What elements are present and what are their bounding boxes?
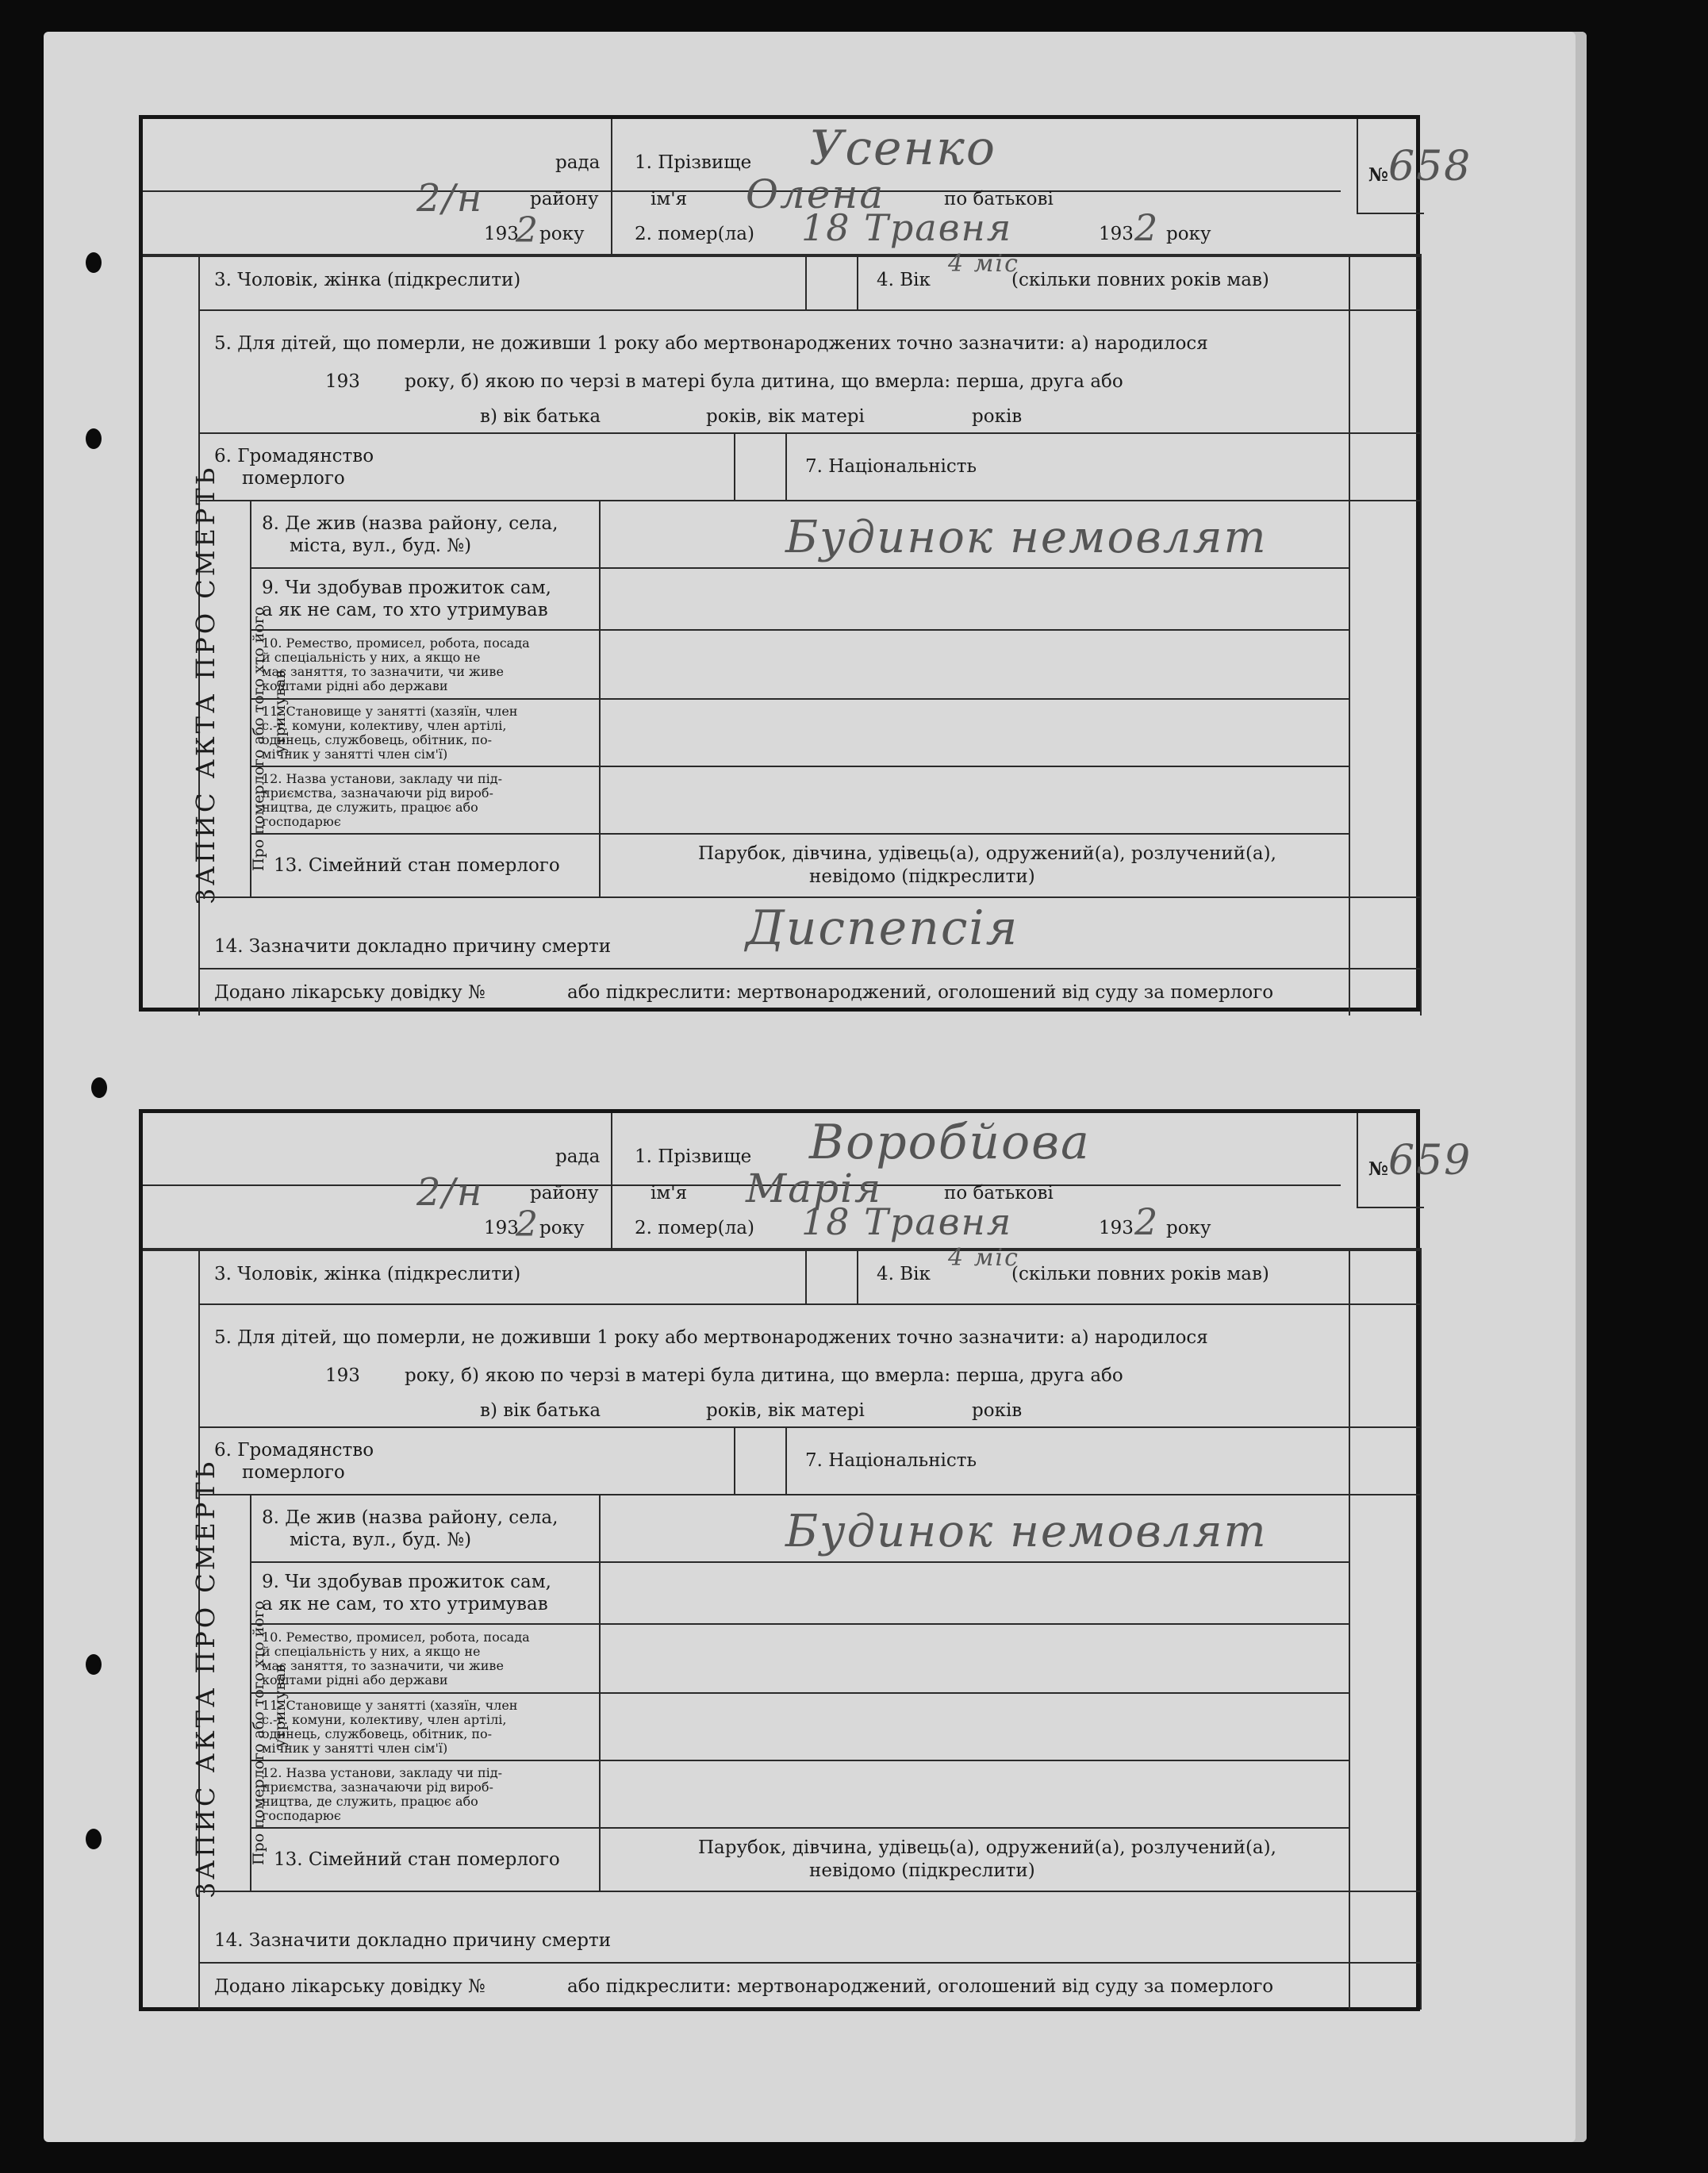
row-12-label: [262, 1766, 502, 1823]
row-7-label: 7. Національність: [805, 456, 977, 477]
row-13-note: невідомо (підкреслити): [809, 1860, 1035, 1881]
rayonu-label: району: [530, 1183, 599, 1204]
number-label: №: [1368, 1158, 1388, 1180]
row-5-father-age: в) вік батька: [480, 1400, 601, 1421]
handwritten-death-year-digit: 2: [1134, 206, 1160, 249]
row-8-label-b: міста, вул., буд. №): [290, 536, 472, 556]
handwritten-death-year-digit: 2: [1134, 1200, 1160, 1243]
handwritten-death-date: 18 Травня: [801, 1200, 1013, 1243]
row-4-label: 4. Вік: [877, 270, 931, 290]
form-text-line: приємства, зазначаючи рід вироб-: [262, 785, 493, 800]
punch-hole: [86, 1829, 102, 1849]
rada-label: рада: [555, 152, 601, 173]
row-3-label: 3. Чоловік, жінка (підкреслити): [214, 1264, 521, 1284]
row-10-label: [262, 636, 530, 693]
side-title: ЗАПИС АКТА ПРО СМЕРТЬ: [190, 1458, 221, 1898]
number-label: №: [1368, 164, 1388, 186]
form-text-line: с.-г. комуни, колективу, член артілі,: [262, 717, 507, 733]
row-6-label-a: 6. Громадянство: [214, 446, 374, 466]
row-5-year-prefix: 193: [325, 371, 360, 392]
handwritten-rayon: 2/н: [416, 1170, 484, 1215]
row-11-label: [262, 1699, 517, 1756]
form-text-line: ництва, де служить, працює або: [262, 799, 478, 815]
form-text-line: й спеціальність у них, а якщо не: [262, 1643, 481, 1659]
year-prefix: 193: [484, 1218, 519, 1238]
form-text-line: одинець, службовець, обітник, по-: [262, 1726, 493, 1741]
roku-label: року: [539, 224, 585, 244]
handwritten-surname: Усенко: [809, 121, 996, 176]
handwritten-age: 4 міс: [948, 250, 1019, 278]
row-5-year-prefix: 193: [325, 1365, 360, 1386]
row-5-mother-age: років, вік матері: [706, 1400, 865, 1421]
form-text-line: коштами рідні або держави: [262, 678, 448, 693]
punch-hole: [86, 428, 102, 449]
handwritten-number: 658: [1388, 143, 1472, 190]
handwritten-year-digit: 2: [516, 210, 539, 251]
row-7-label: 7. Національність: [805, 1450, 977, 1471]
form-text-line: мічник у занятті член сім'ї): [262, 746, 448, 762]
row-4-desc: (скільки повних років мав): [1011, 270, 1269, 290]
roku-label: року: [539, 1218, 585, 1238]
died-label: 2. помер(ла): [635, 1218, 754, 1238]
handwritten-year-digit: 2: [516, 1204, 539, 1245]
medical-cert-options: або підкреслити: мертвонароджений, оголошений від суду за померлого: [567, 1976, 1274, 1997]
row-12-label: [262, 772, 502, 829]
handwritten-name: Марія: [746, 1165, 883, 1211]
row-13-options: Парубок, дівчина, удівець(а), одружений(а), розлучений(а),: [698, 843, 1276, 864]
row-5-years: років: [972, 1400, 1023, 1421]
form-text-line: приємства, зазначаючи рід вироб-: [262, 1779, 493, 1795]
row-13-label: 13. Сімейний стан померлого: [274, 1849, 560, 1870]
row-9-label-b: а як не сам, то хто утримував: [262, 1594, 548, 1614]
form-text-line: має заняття, то зазначити, чи живе: [262, 1657, 504, 1673]
side-subtitle-2: утримував: [271, 1664, 289, 1748]
side-title: ЗАПИС АКТА ПРО СМЕРТЬ: [190, 464, 221, 904]
row-8-label-a: 8. Де жив (назва району, села,: [262, 513, 558, 534]
handwritten-age: 4 міс: [948, 1244, 1019, 1272]
row-13-options: Парубок, дівчина, удівець(а), одружений(а), розлучений(а),: [698, 1837, 1276, 1858]
row-8-label-a: 8. Де жив (назва району, села,: [262, 1507, 558, 1528]
death-record-form-2: [139, 1109, 1472, 2011]
handwritten-surname: Воробйова: [809, 1115, 1091, 1170]
handwritten-residence: Будинок немовлят: [785, 512, 1268, 563]
row-5-text-b: року, б) якою по черзі в матері була дитина, що вмерла: перша, друга або: [405, 371, 1123, 392]
row-9-label-a: 9. Чи здобував прожиток сам,: [262, 578, 551, 598]
handwritten-rayon: 2/н: [416, 176, 484, 221]
rayonu-label: району: [530, 189, 599, 209]
death-year-prefix: 193: [1099, 1218, 1134, 1238]
handwritten-death-date: 18 Травня: [801, 206, 1013, 249]
row-4-label: 4. Вік: [877, 1264, 931, 1284]
row-8-label-b: міста, вул., буд. №): [290, 1530, 472, 1550]
handwritten-name: Олена: [746, 171, 885, 217]
rada-label: рада: [555, 1146, 601, 1167]
handwritten-residence: Будинок немовлят: [785, 1506, 1268, 1557]
row-5-years: років: [972, 406, 1023, 427]
punch-hole: [86, 1654, 102, 1675]
row-10-label: [262, 1630, 530, 1687]
row-13-label: 13. Сімейний стан померлого: [274, 855, 560, 876]
side-subtitle-2: утримував: [271, 670, 289, 754]
form-text-line: господарює: [262, 1807, 341, 1823]
year-prefix: 193: [484, 224, 519, 244]
form-text-line: коштами рідні або держави: [262, 1672, 448, 1687]
form-text-line: мічник у занятті член сім'ї): [262, 1740, 448, 1756]
handwritten-number: 659: [1388, 1137, 1472, 1184]
row-3-label: 3. Чоловік, жінка (підкреслити): [214, 270, 521, 290]
form-text-line: ництва, де служить, працює або: [262, 1793, 478, 1809]
death-roku-label: року: [1166, 224, 1211, 244]
form-text-line: 11. Становище у занятті (хазяїн, член: [262, 704, 518, 719]
row-11-label: [262, 704, 517, 762]
medical-cert-options: або підкреслити: мертвонароджений, оголошений від суду за померлого: [567, 982, 1274, 1003]
form-text-line: 12. Назва установи, закладу чи під-: [262, 771, 502, 786]
row-5-text-a: 5. Для дітей, що померли, не доживши 1 року або мертвонароджених точно зазначити: а) народилося: [214, 333, 1208, 354]
row-4-desc: (скільки повних років мав): [1011, 1264, 1269, 1284]
handwritten-cause: Диспепсія: [746, 900, 1019, 956]
form-text-line: с.-г. комуни, колективу, член артілі,: [262, 1711, 507, 1727]
punch-hole: [91, 1077, 107, 1098]
row-5-father-age: в) вік батька: [480, 406, 601, 427]
row-13-note: невідомо (підкреслити): [809, 866, 1035, 887]
form-text-line: 10. Ремество, промисел, робота, посада: [262, 1630, 530, 1645]
row-9-label-b: а як не сам, то хто утримував: [262, 600, 548, 620]
row-6-label-a: 6. Громадянство: [214, 1440, 374, 1461]
punch-hole: [86, 252, 102, 273]
death-year-prefix: 193: [1099, 224, 1134, 244]
name-label: ім'я: [651, 189, 688, 209]
medical-cert-label: Додано лікарську довідку №: [214, 1976, 486, 1997]
death-roku-label: року: [1166, 1218, 1211, 1238]
form-text-line: 12. Назва установи, закладу чи під-: [262, 1765, 502, 1780]
row-5-text-a: 5. Для дітей, що померли, не доживши 1 року або мертвонароджених точно зазначити: а) народилося: [214, 1327, 1208, 1348]
form-text-line: 10. Ремество, промисел, робота, посада: [262, 635, 530, 651]
row-14-label: 14. Зазначити докладно причину смерти: [214, 936, 612, 957]
row-9-label-a: 9. Чи здобував прожиток сам,: [262, 1572, 551, 1592]
name-label: ім'я: [651, 1183, 688, 1204]
row-14-label: 14. Зазначити докладно причину смерти: [214, 1930, 612, 1951]
row-6-label-b: померлого: [242, 468, 345, 489]
patronymic-label: по батькові: [944, 1183, 1054, 1204]
surname-label: 1. Прізвище: [635, 1146, 752, 1167]
row-5-mother-age: років, вік матері: [706, 406, 865, 427]
row-6-label-b: померлого: [242, 1462, 345, 1483]
form-text-line: одинець, службовець, обітник, по-: [262, 731, 493, 747]
form-text-line: господарює: [262, 813, 341, 829]
died-label: 2. помер(ла): [635, 224, 754, 244]
form-text-line: 11. Становище у занятті (хазяїн, член: [262, 1698, 518, 1713]
side-subtitle-1: Про померлого або того хто його: [250, 1600, 267, 1865]
row-5-text-b: року, б) якою по черзі в матері була дитина, що вмерла: перша, друга або: [405, 1365, 1123, 1386]
surname-label: 1. Прізвище: [635, 152, 752, 173]
patronymic-label: по батькові: [944, 189, 1054, 209]
form-text-line: й спеціальність у них, а якщо не: [262, 649, 481, 665]
death-record-form-1: [139, 115, 1472, 1012]
medical-cert-label: Додано лікарську довідку №: [214, 982, 486, 1003]
side-subtitle-1: Про померлого або того хто його: [250, 606, 267, 871]
form-text-line: має заняття, то зазначити, чи живе: [262, 663, 504, 679]
